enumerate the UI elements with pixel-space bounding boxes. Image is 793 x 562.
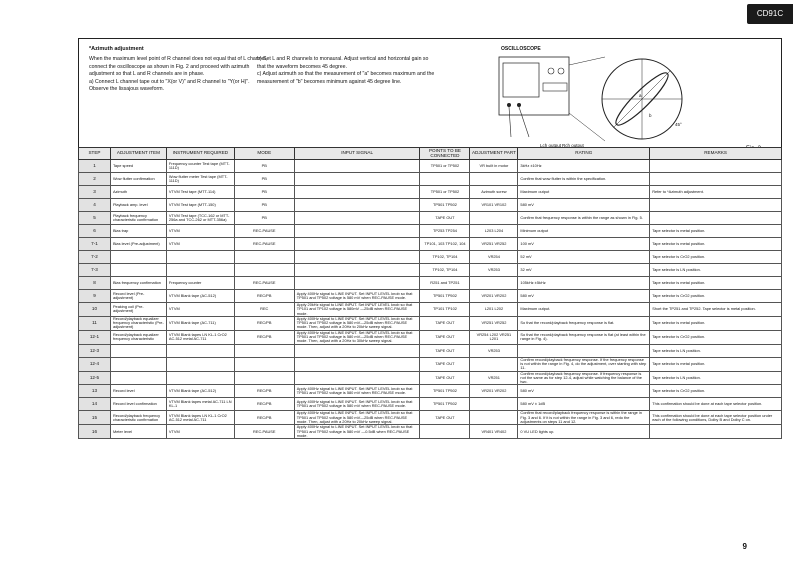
cell-mode: PB [234,160,294,173]
cell-sig [294,344,420,357]
cell-step: 4 [79,199,111,212]
cell-inst: VTVM [166,225,234,238]
cell-sig [294,160,420,173]
cell-pts: TP501 TP502 [420,290,470,303]
cell-item: Wow flutter confirmation [110,173,166,186]
cell-pts: TP501 or TP502 [420,186,470,199]
cell-step: 12-3 [79,344,111,357]
azimuth-step-b: b) Set L and R channels to monaural. Adjust vertical and horizontal gain so that the waveform becomes 45 degree. [257,56,429,70]
azimuth-step-c: c) Adjust azimuth so that the measurement of "a" becomes maximum and the measurement of "b" becomes minimum against 45 degree line. [257,71,435,85]
cell-pts: R251 and TP251 [420,277,470,290]
cell-rem: Refer to *Azimuth adjustment. [650,186,782,199]
cell-rating: 0 VU LED lights up. [518,425,650,439]
cell-item [110,251,166,264]
cell-pts [420,425,470,439]
cell-mode [234,371,294,385]
cell-rating [518,344,650,357]
cell-part: VR101 VR102 [470,199,518,212]
oscilloscope-diagram [497,55,687,145]
table-row [79,290,782,303]
cell-part: VR251 VR252 [470,316,518,330]
cell-mode: REC/PB [234,290,294,303]
cell-step: 2 [79,173,111,186]
model-badge: CD91C [747,4,793,24]
cell-step: 11 [79,316,111,330]
cell-sig: Apply 400Hz signal to LINE INPUT. Set INPUT LEVEL knob so that TP501 and TP502 voltage is 580 mV—25dB when REC-PAUSE mode. Then, adjust with a 20Hz to 20kHz sweep signal. [294,316,420,330]
col-remarks: REMARKS [650,148,782,160]
cell-part: VR201 VR202 [470,290,518,303]
table-row [79,186,782,199]
table-row [79,303,782,317]
cell-inst: Frequency counter Test tape (MTT-111D) [166,160,234,173]
cell-item: Azimuth [110,186,166,199]
cell-mode: REC [234,303,294,317]
cell-part [470,277,518,290]
cell-mode [234,344,294,357]
cell-pts: TAPE OUT [420,411,470,425]
page-content [78,38,782,556]
oscilloscope-label: OSCILLOSCOPE [501,46,541,52]
cell-rem [650,425,782,439]
col-part: ADJUSTMENT PART [470,148,518,160]
cell-step: 5 [79,212,111,225]
page-number: 9 [742,542,747,551]
azimuth-title: *Azimuth adjustment [89,46,144,52]
cell-pts: TP253 TP254 [420,225,470,238]
cell-inst: VTVM Test tape (TCC-162 or MTT-256a and TCC-262 or MTT-356a) [166,212,234,225]
col-mode: MODE [234,148,294,160]
cell-part: VR built in motor [470,160,518,173]
cell-item: Tape speed [110,160,166,173]
cell-item: Bias frequency confirmation [110,277,166,290]
cell-mode: PB [234,199,294,212]
cell-inst: VTVM Blank tapes LN KL-1 CrO2 AC-512 metal AC-711 [166,411,234,425]
rch-label: Rch output [562,143,584,148]
cell-item: Bias trap [110,225,166,238]
table-row [79,385,782,398]
cell-part: L203 L204 [470,225,518,238]
cell-step: 12-1 [79,330,111,344]
cell-inst: VTVM Test tape (MTT-114) [166,186,234,199]
cell-inst: VTVM [166,425,234,439]
cell-item [110,371,166,385]
page-header [0,0,793,22]
table-row [79,411,782,425]
table-row [79,173,782,186]
cell-item: Record level (Pre-adjustment) [110,290,166,303]
cell-part: L201 L202 [470,303,518,317]
measure-b-label: b [649,113,652,118]
cell-sig: Apply 20kHz signal to LINE INPUT. Set INPUT LEVEL knob so that TP101 and TP102 voltage is 580mV —25dB when REC-PAUSE mode. [294,303,420,317]
cell-part: Azimuth screw [470,186,518,199]
cell-sig [294,277,420,290]
col-input-signal: INPUT SIGNAL [294,148,420,160]
cell-item [110,357,166,371]
cell-inst: VTVM [166,303,234,317]
cell-mode [234,251,294,264]
cell-part: VR401 VR402 [470,425,518,439]
cell-rating: Confirm that record/playback frequency response is within the range in Fig. 3 and 6. If it is not within the range in Fig. 3 and 6, redo the adjustments on steps 11 and 12. [518,411,650,425]
cell-item [110,264,166,277]
cell-inst: VTVM Blank tapes metal AC-711 LN KL-1 [166,398,234,411]
cell-step: 15 [79,411,111,425]
cell-mode [234,357,294,371]
col-step: STEP [79,148,111,160]
cell-rem [650,199,782,212]
col-instrument: INSTRUMENT REQUIRED [166,148,234,160]
cell-rating: 100 mV [518,238,650,251]
cell-rem: Tape selector is CrO2 position. [650,251,782,264]
cell-sig: Apply 400Hz signal to LINE INPUT. Set INPUT LEVEL knob so that TP501 and TP502 voltage is 580 mV —0.5dB when REC-PAUSE mode. [294,425,420,439]
cell-step: 12-5 [79,371,111,385]
table-row [79,160,782,173]
cell-inst [166,371,234,385]
cell-rating: Maximum output [518,186,650,199]
cell-pts: TAPE OUT [420,357,470,371]
cell-rem: Tape selector is LN position. [650,344,782,357]
cell-step: 8 [79,277,111,290]
cell-sig [294,251,420,264]
cell-rem: Tape selector is CrO2 position. [650,330,782,344]
col-points: POINTS TO BE CONNECTED [420,148,470,160]
cell-item: Record level [110,385,166,398]
cell-item: Peaking coil (Pre-adjustment) [110,303,166,317]
cell-pts: TP101, 103 TP102, 104 [420,238,470,251]
cell-mode: REC-PAUSE [234,238,294,251]
cell-sig [294,264,420,277]
table-row [79,344,782,357]
cell-part: VR251 [470,371,518,385]
azimuth-right-column [257,56,437,86]
cell-item: Record/playback equalizer frequency characteristic (Pre-adjustment) [110,316,166,330]
cell-item: Meter level [110,425,166,439]
cell-rem [650,173,782,186]
cell-pts: TP501 TP502 [420,199,470,212]
cell-sig [294,212,420,225]
cell-pts: TP501 TP502 [420,398,470,411]
cell-rating: Confirm that wow flutter is within the specification. [518,173,650,186]
cell-inst: VTVM Blank tapes LN KL-1 CrO2 AC-512 metal AC-711 [166,330,234,344]
cell-step: 7-3 [79,264,111,277]
cell-step: 7-1 [79,238,111,251]
cell-rating: 580 mV ± 1dB [518,398,650,411]
cell-item: Record/playback equalizer frequency characteristic [110,330,166,344]
cell-rating: Confirm record/playback frequency response. If the frequency response is not within the range in Fig. 4, do the adjustment, over starting with step 11. [518,357,650,371]
cell-pts: TAPE OUT [420,330,470,344]
cell-rating: 105kHz ±5kHz [518,277,650,290]
cell-rem: Tape selector is LN position. [650,264,782,277]
cell-mode: REC/PB [234,330,294,344]
cell-sig [294,173,420,186]
cell-step: 16 [79,425,111,439]
cell-rating: 580 mV [518,290,650,303]
cell-part: VR251 VR252 [470,238,518,251]
cell-sig: Apply 400Hz signal to LINE INPUT. Set INPUT LEVEL knob so that TP501 and TP502 voltage is 580 mV when REC-PAUSE mode. [294,385,420,398]
cell-inst: VTVM [166,238,234,251]
cell-part [470,357,518,371]
cell-inst: VTVM Blank tape (AC-711) [166,316,234,330]
cell-sig: Apply 400Hz signal to LINE INPUT. Set INPUT LEVEL knob so that TP501 and TP502 voltage is 580 mV when REC-PAUSE mode. [294,398,420,411]
cell-mode: REC/PB [234,398,294,411]
cell-step: 12-4 [79,357,111,371]
table-body [79,160,782,439]
cell-rem: Tape selector is LN position. [650,371,782,385]
cell-pts [420,173,470,186]
cell-sig [294,357,420,371]
cell-rem: Tape selector is metal position. [650,225,782,238]
table-row [79,316,782,330]
cell-step: 10 [79,303,111,317]
table-row [79,371,782,385]
cell-part: VR253 [470,264,518,277]
cell-pts: TP102, TP104 [420,251,470,264]
table-row [79,330,782,344]
table-row [79,238,782,251]
cell-sig: Apply 400Hz signal to LINE INPUT. Set INPUT LEVEL knob so that TP501 and TP502 voltage is 580 mV when REC-PAUSE mode. [294,290,420,303]
measure-a-label: a [639,93,642,98]
cell-pts: TP101 TP102 [420,303,470,317]
cell-pts: TAPE OUT [420,316,470,330]
cell-mode: REC-PAUSE [234,277,294,290]
cell-inst: VTVM Blank tape (AC-512) [166,290,234,303]
cell-pts: TAPE OUT [420,212,470,225]
cell-part: VR254 [470,251,518,264]
cell-mode: PB [234,212,294,225]
cell-step: 6 [79,225,111,238]
cell-rating: Maximum output. [518,303,650,317]
cell-mode: REC-PAUSE [234,225,294,238]
table-row [79,264,782,277]
cell-mode: PB [234,186,294,199]
table-header-row [79,148,782,160]
cell-sig [294,238,420,251]
cell-rem: Tape selector is metal position. [650,316,782,330]
cell-rating: 580 mV [518,385,650,398]
cell-mode: REC/PB [234,411,294,425]
cell-sig [294,199,420,212]
cell-step: 3 [79,186,111,199]
cell-rem: Tape selector is CrO2 position. [650,385,782,398]
cell-inst: Frequency counter [166,277,234,290]
cell-rating: Confirm that frequency response is within the range as shown in Fig. 5. [518,212,650,225]
cell-rem: Short the TP251 and TP252. Tape selector is metal position. [650,303,782,317]
cell-rating: 52 mV [518,251,650,264]
azimuth-box [78,38,782,154]
adjustment-table [78,147,782,439]
cell-part [470,398,518,411]
cell-part: VR254 L202 VR251 L201 [470,330,518,344]
cell-rating: 32 mV [518,264,650,277]
cell-pts: TP102, TP104 [420,264,470,277]
cell-rating: Confirm record/playback frequency response. If frequency response is not the same as for step 12-4, adjust while watching the balance of the two. [518,371,650,385]
cell-part [470,173,518,186]
cell-rating: 3kHz ±10Hz [518,160,650,173]
cell-inst [166,251,234,264]
cell-part: VR253 [470,344,518,357]
cell-item: Record/playback frequency characteristic confirmation [110,411,166,425]
cell-inst: VTVM Blank tape (AC-512) [166,385,234,398]
cell-pts: TP501 TP502 [420,385,470,398]
cell-step: 7-2 [79,251,111,264]
cell-step: 13 [79,385,111,398]
table-row [79,277,782,290]
table-row [79,425,782,439]
cell-mode: PB [234,173,294,186]
cell-rem: Tape selector is metal position. [650,238,782,251]
cell-mode: REC/PB [234,385,294,398]
cell-item: Record level confirmation [110,398,166,411]
cell-rating: Minimum output [518,225,650,238]
azimuth-left-column [89,56,269,94]
cell-inst [166,357,234,371]
cell-rem: This confirmation should be done at each tape selector position. [650,398,782,411]
cell-step: 14 [79,398,111,411]
cell-rating: So that the record/playback frequency response is flat (at least within the range in Fig. 4). [518,330,650,344]
cell-rem [650,212,782,225]
table-row [79,398,782,411]
cell-rating: So that the record/playback frequency response is flat. [518,316,650,330]
cell-inst: VTVM Test tape (MTT-150) [166,199,234,212]
cell-rem: Tape selector is metal position. [650,357,782,371]
azimuth-step-a: a) Connect L channel tape out to "X(or V)" and R channel to "Y(or H)". Observe the lissajous waveform. [89,78,250,93]
lch-label: Lch output [540,143,562,148]
cell-step: 1 [79,160,111,173]
cell-inst: Wow flutter meter Test tape (MTT-111D) [166,173,234,186]
cell-sig [294,225,420,238]
cell-item: Playback amp. level [110,199,166,212]
angle-label: 45° [675,122,682,127]
cell-pts: TP501 or TP502 [420,160,470,173]
table-row [79,251,782,264]
cell-item: Bias level (Pre-adjustment) [110,238,166,251]
table-row [79,357,782,371]
table-row [79,199,782,212]
cell-item: Playback frequency characteristic confirmation [110,212,166,225]
cell-sig [294,371,420,385]
table-row [79,212,782,225]
cell-part [470,212,518,225]
cell-item [110,344,166,357]
cell-pts: TAPE OUT [420,344,470,357]
cell-inst [166,344,234,357]
cell-mode [234,264,294,277]
azimuth-intro: When the maximum level point of R channel does not equal that of L channel, connect the oscilloscope as shown in Fig. 2 and proceed with azimuth adjustment so that L and R channels are in phase. [89,56,268,78]
cell-sig: Apply 400Hz signal to LINE INPUT. Set INPUT LEVEL knob so that TP501 and TP502 voltage is 580 mV—25dB when REC-PAUSE mode. Then, adjust with a 20Hz to 20kHz sweep signal. [294,411,420,425]
cell-step: 9 [79,290,111,303]
cell-mode: REC/PB [234,316,294,330]
cell-sig [294,186,420,199]
cell-inst [166,264,234,277]
col-item: ADJUSTMENT ITEM [110,148,166,160]
cell-part: VR201 VR202 [470,385,518,398]
cell-rem [650,160,782,173]
cell-rem: This confirmation should be done at each tape selector position under each of the following conditions, Dolby B and Dolby C on. [650,411,782,425]
cell-mode: REC-PAUSE [234,425,294,439]
cell-sig: Apply 400Hz signal to LINE INPUT. Set INPUT LEVEL knob so that TP501 and TP502 voltage is 580 mV—25dB when REC-PAUSE mode. Then, adjust with a 20Hz to 30kHz sweep signal. [294,330,420,344]
cell-pts: TAPE OUT [420,371,470,385]
cell-rem: Tape selector is metal position. [650,277,782,290]
col-rating: RATING [518,148,650,160]
cell-part [470,411,518,425]
table-row [79,225,782,238]
cell-rem: Tape selector is CrO2 position. [650,290,782,303]
cell-rating: 580 mV [518,199,650,212]
